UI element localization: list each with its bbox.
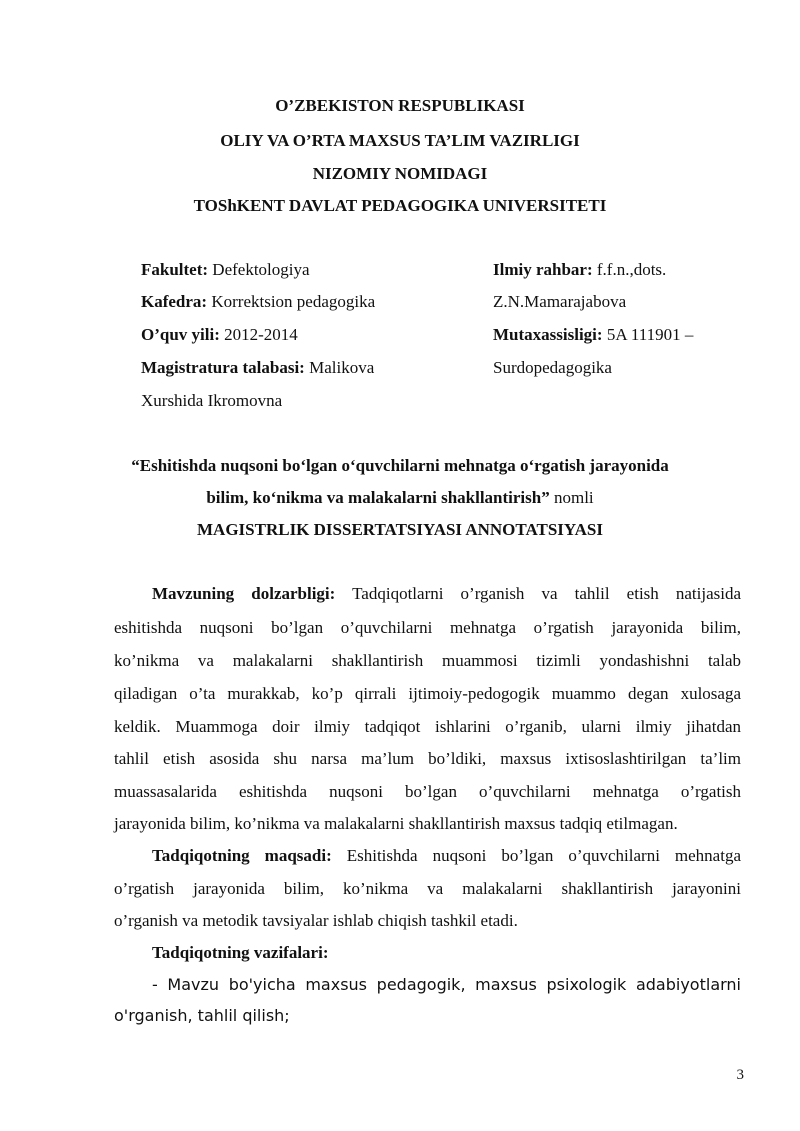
specialty-line <box>493 325 693 345</box>
student-label: Magistratura talabasi: <box>141 358 305 377</box>
department-line <box>141 292 375 312</box>
goal-paragraph-line: o’rganish va metodik tavsiyalar ishlab chiqish tashkil etadi. <box>114 911 518 930</box>
page-number: 3 <box>736 1067 744 1083</box>
specialty-label: Mutaxassisligi: <box>493 325 603 344</box>
faculty-value: Defektologiya <box>208 260 310 279</box>
advisor-title: f.f.n.,dots. <box>592 260 667 279</box>
specialty-code: 5A 111901 – <box>602 325 694 344</box>
goal-label: Tadqiqotning maqsadi: <box>152 846 332 865</box>
advisor-name: Z.N.Mamarajabova <box>493 292 627 311</box>
tasks-item-line: o'rganish, tahlil qilish; <box>114 1006 290 1025</box>
goal-paragraph-line1: Tadqiqotning maqsadi: Eshitishda nuqsoni bo’lgan o’quvchilarni mehnatga <box>152 846 741 865</box>
student-value: Malikova <box>304 358 375 377</box>
header-ministry-line2: OLIY VA O’RTA MAXSUS TA’LIM VAZIRLIGI <box>220 131 580 150</box>
relevance-paragraph-line: jarayonida bilim, ko’nikma va malakalarni shakllantirish maxsus tadqiq etilmagan. <box>114 814 678 833</box>
header-ministry-line3: NIZOMIY NOMIDAGI <box>312 164 488 183</box>
goal-paragraph-line: o’rgatish jarayonida bilim, ko’nikma va malakalarni shakllantirish jarayonini <box>114 879 741 898</box>
relevance-paragraph-line: eshitishda nuqsoni bo’lgan o’quvchilarni mehnatga o’rgatish jarayonida bilim, <box>114 618 741 637</box>
advisor-label: Ilmiy rahbar: <box>493 260 593 279</box>
department-value: Korrektsion pedagogika <box>207 292 376 311</box>
student-name-continued: Xurshida Ikromovna <box>141 391 283 410</box>
relevance-paragraph-line1: Mavzuning dolzarbligi: Tadqiqotlarni o’rganish va tahlil etish natijasida <box>152 584 742 603</box>
tasks-item-line: - Mavzu bo'yicha maxsus pedagogik, maxsus psixologik adabiyotlarni <box>152 975 741 994</box>
student-line <box>141 358 374 378</box>
advisor-line <box>493 260 666 280</box>
relevance-paragraph-line: keldik. Muammoga doir ilmiy tadqiqot ishlarini o’rganib, ularni ilmiy jihatdan <box>114 717 741 736</box>
header-ministry-line1: O’ZBEKISTON RESPUBLIKASI <box>275 96 525 115</box>
year-line <box>141 325 298 345</box>
thesis-title-line1: “Eshitishda nuqsoni bo‘lgan o‘quvchilarni mehnatga o‘rgatish jarayonida <box>131 456 669 475</box>
relevance-paragraph-line: ko’nikma va malakalarni shakllantirish muammosi tizimli yondashishni talab <box>114 651 741 670</box>
tasks-heading: Tadqiqotning vazifalari: <box>152 943 329 962</box>
faculty-line <box>141 260 310 280</box>
relevance-paragraph-line: muassasalarida eshitishda nuqsoni bo’lgan o’quvchilarni mehnatga o’rgatish <box>114 782 741 801</box>
faculty-label: Fakultet: <box>141 260 209 279</box>
year-value: 2012-2014 <box>219 325 298 344</box>
specialty-name: Surdopedagogika <box>493 358 612 377</box>
department-label: Kafedra: <box>141 292 208 311</box>
relevance-paragraph-line: qiladigan o’ta murakkab, ko’p qirrali ijtimoiy-pedogogik muammo degan xulosaga <box>114 684 741 703</box>
thesis-title-line2: bilim, ko‘nikma va malakalarni shakllantirish” nomli <box>206 488 594 507</box>
relevance-paragraph-line: tahlil etish asosida shu narsa ma’lum bo’ldiki, maxsus ixtisoslashtirilgan ta’lim <box>114 749 741 768</box>
relevance-label: Mavzuning dolzarbligi: <box>152 584 336 603</box>
header-university-name: TOShKENT DAVLAT PEDAGOGIKA UNIVERSITETI <box>193 196 607 215</box>
thesis-document-type: MAGISTRLIK DISSERTATSIYASI ANNOTATSIYASI <box>197 520 603 539</box>
year-label: O’quv yili: <box>141 325 220 344</box>
